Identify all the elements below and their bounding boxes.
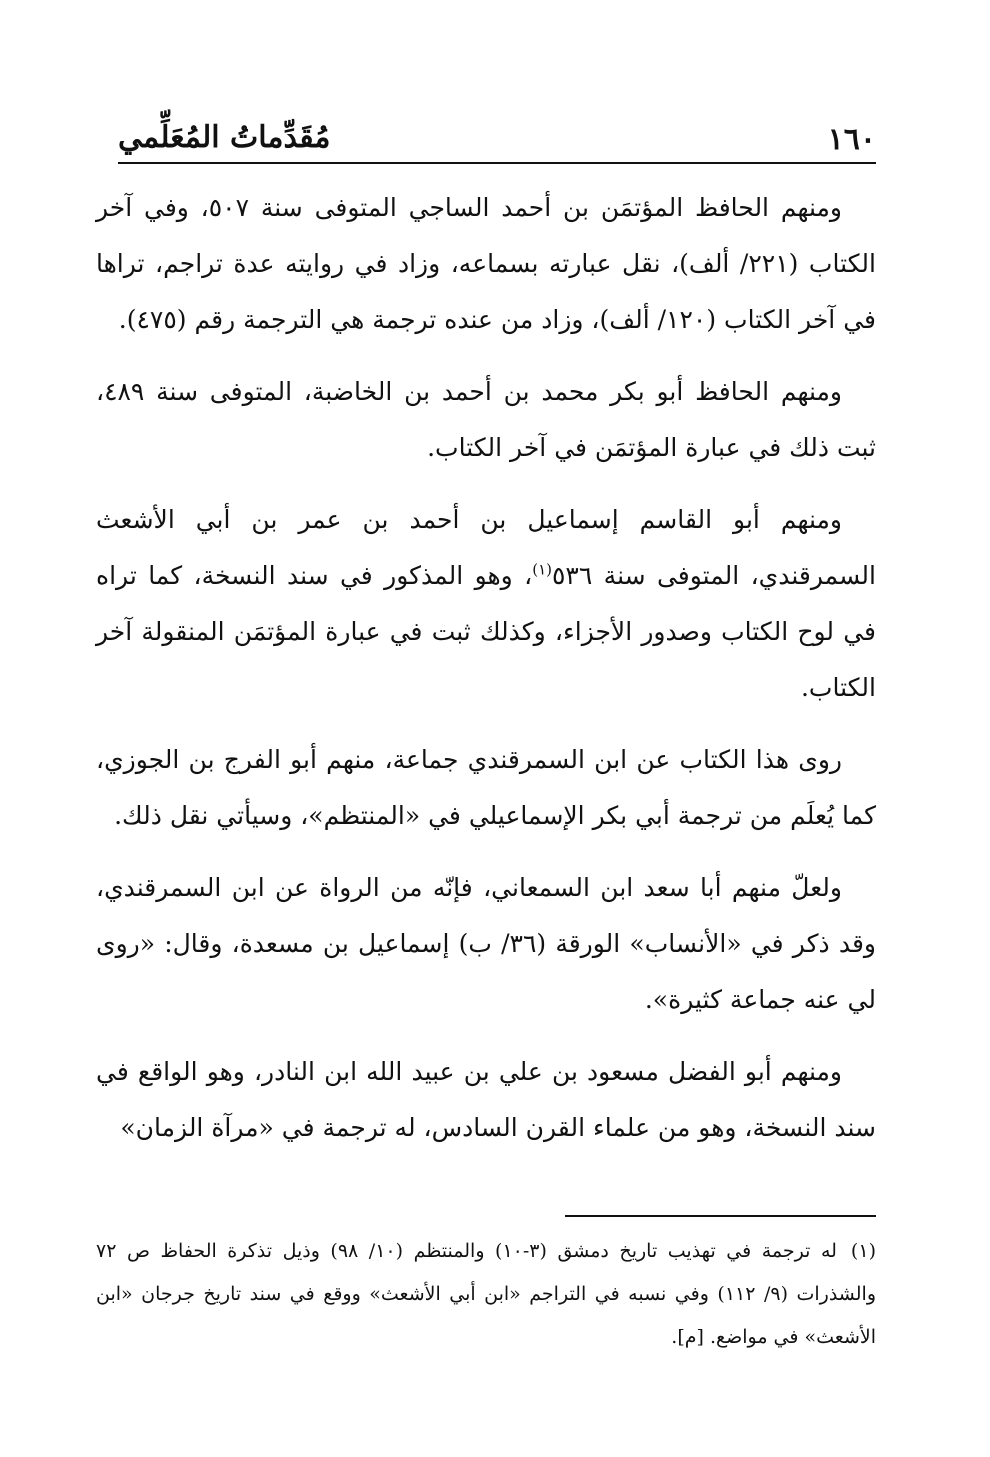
- footnote-text: له ترجمة في تهذيب تاريخ دمشق (٣-١٠) والمنتظم (١٠/ ٩٨) وذيل تذكرة الحفاظ ص ٧٢ والشذرات (٩/ ١١٢) وفي نسبه في التراجم «ابن أبي الأشعث» ووقع في سند تاريخ جرجان «ابن الأشعث» في مواضع. [م].: [96, 1240, 876, 1348]
- footnote: [96, 1230, 876, 1359]
- paragraph: ومنهم الحافظ أبو بكر محمد بن أحمد بن الخاضبة، المتوفى سنة ٤٨٩، ثبت ذلك في عبارة المؤتمَن في آخر الكتاب.: [96, 377, 876, 462]
- paragraph: روى هذا الكتاب عن ابن السمرقندي جماعة، منهم أبو الفرج بن الجوزي، كما يُعلَم من ترجمة أبي بكر الإسماعيلي في «المنتظم»، وسيأتي نقل ذلك.: [96, 745, 876, 830]
- paragraph: [96, 492, 876, 716]
- paragraph: ولعلّ منهم أبا سعد ابن السمعاني، فإنّه من الرواة عن ابن السمرقندي، وقد ذكر في «الأنساب» الورقة (٣٦/ ب) إسماعيل بن مسعدة، وقال: «روى لي عنه جماعة كثيرة».: [96, 873, 876, 1014]
- page-number: ١٦٠: [827, 122, 876, 157]
- main-text: [96, 180, 876, 1172]
- page-header: [118, 118, 876, 162]
- paragraph: ومنهم الحافظ المؤتمَن بن أحمد الساجي المتوفى سنة ٥٠٧، وفي آخر الكتاب (٢٢١/ ألف)، نقل عبارته بسماعه، وزاد في روايته عدة تراجم، تراها في آخر الكتاب (١٢٠/ ألف)، وزاد من عنده ترجمة هي الترجمة رقم (٤٧٥).: [96, 193, 876, 334]
- footnote-marker: (١): [850, 1240, 876, 1262]
- running-title: مُقَدِّماتُ المُعَلِّمي: [118, 120, 331, 155]
- paragraph-text: ، وهو المذكور في سند النسخة، كما تراه في لوح الكتاب وصدور الأجزاء، وكذلك ثبت في عبارة المؤتمَن المنقولة آخر الكتاب.: [96, 561, 876, 702]
- footnote-reference: (١): [532, 560, 552, 579]
- header-rule: [118, 162, 876, 164]
- paragraph: ومنهم أبو الفضل مسعود بن علي بن عبيد الله ابن النادر، وهو الواقع في سند النسخة، وهو من علماء القرن السادس، له ترجمة في «مرآة الزمان»: [96, 1057, 876, 1142]
- paragraph-text: ومنهم أبو القاسم إسماعيل بن أحمد بن عمر بن أبي الأشعث السمرقندي، المتوفى سنة ٥٣٦: [96, 505, 876, 590]
- footnote-rule: [565, 1215, 876, 1217]
